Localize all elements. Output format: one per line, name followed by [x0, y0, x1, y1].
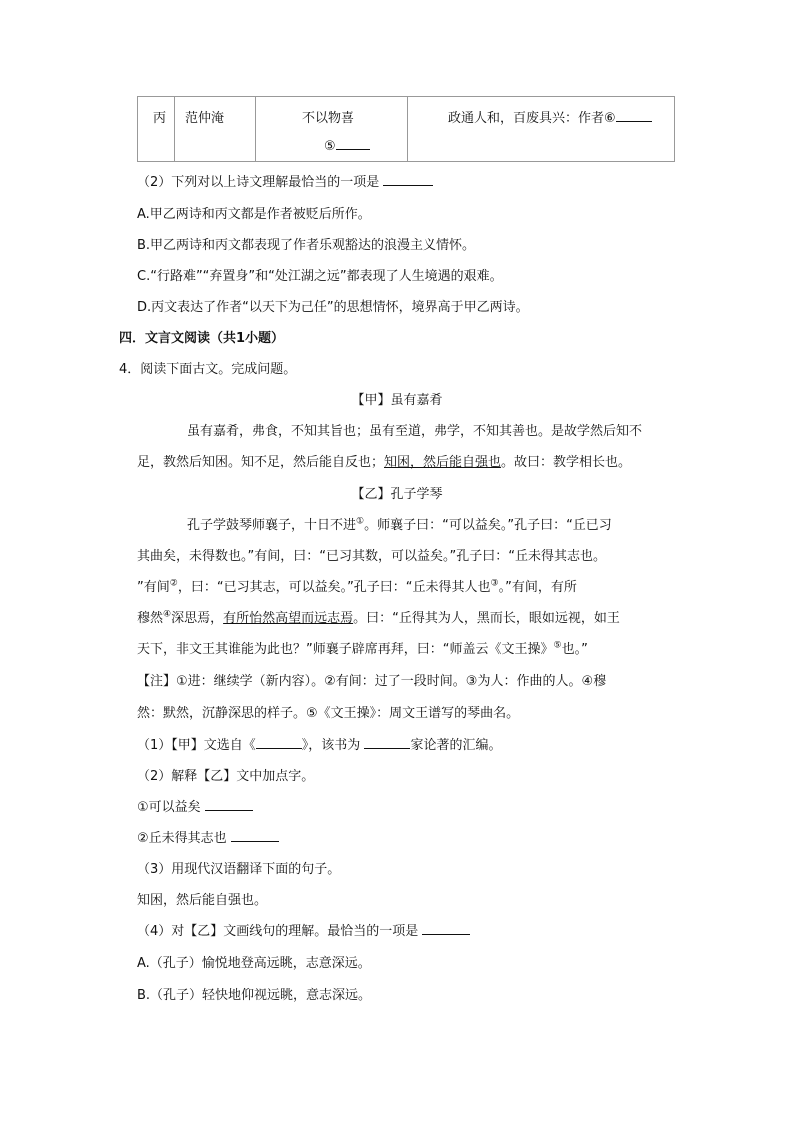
table-row — [138, 97, 675, 162]
sub-q1-text: 》，该书为 — [301, 738, 361, 753]
q2-stem — [137, 171, 433, 190]
passage-b-text: 。曰：“丘得其为人，黑而长，眼如远视，如王 — [353, 611, 620, 626]
passage-a-line1: 虽有嘉肴，弗食，不知其旨也；虽有至道，弗学，不知其善也。是故学然后知不 — [187, 424, 643, 439]
passage-a-text-end: 。故曰：教学相长也。 — [501, 455, 632, 470]
passage-a-line2 — [137, 451, 631, 470]
blank-5-number: ⑤ — [324, 139, 336, 154]
sub-q4-text: （4）对【乙】文画线句的理解。最恰当的一项是 — [137, 924, 419, 939]
sub-q1 — [137, 734, 501, 753]
sub-q3-sentence: 知困，然后能自强也。 — [137, 893, 268, 908]
passage-a-underlined-sentence: 知困，然后能自强也 — [384, 455, 502, 470]
sub-q2: （2）解释【乙】文中加点字。 — [137, 769, 315, 784]
sub-q4 — [137, 920, 470, 939]
passage-b-text: ，曰：“已习其志，可以益矣。”孔子曰：“丘未得其人也 — [177, 580, 491, 595]
footnote-marker: ③ — [490, 578, 499, 589]
passage-b-text: 天下，非文王其谁能为此也？”师襄子辟席再拜，曰：“师盖云《文王操》 — [137, 642, 554, 657]
book-name-blank[interactable] — [256, 736, 302, 749]
q2-option-b: B.甲乙两诗和丙文都表现了作者乐观豁达的浪漫主义情怀。 — [137, 238, 476, 253]
blank-5-line — [336, 137, 370, 150]
sub-q2-item2 — [137, 827, 279, 846]
text-cell-label: 政通人和，百废具兴：作者⑥ — [448, 111, 616, 126]
passage-b-line2: 其曲矣，未得数也。”有间，曰：“已习其数，可以益矣。”孔子曰：“丘未得其志也。 — [137, 549, 606, 564]
sub-q1-text: （1）【甲】文选自《 — [137, 738, 256, 753]
passage-b-text: 穆然 — [137, 611, 164, 626]
phrase-cell: 不以物喜 — [302, 111, 355, 126]
note-line1: 【注】①进：继续学（新内容）。②有间：过了一段时间。③为人：作曲的人。④穆 — [137, 674, 607, 689]
sub-q4-blank[interactable] — [422, 922, 470, 935]
passage-b-text: 也。” — [561, 642, 588, 657]
passage-b-text: 。”有间，有所 — [498, 580, 577, 595]
footnote-marker: ④ — [163, 609, 172, 620]
footnote-marker: ② — [169, 578, 178, 589]
passage-b-line3 — [137, 576, 577, 595]
passage-b-underlined-sentence: 有所怡然高望而远志焉 — [223, 611, 354, 626]
section-heading: 四．文言文阅读（共1小题） — [119, 331, 285, 346]
passage-a-text: 足，教然后知困。知不足，然后能自反也； — [137, 455, 385, 470]
passage-b-line4 — [137, 607, 620, 626]
blank-6-line[interactable] — [616, 109, 652, 122]
passage-b-text: 。师襄子曰：“可以益矣。”孔子曰：“丘已习 — [364, 518, 612, 533]
footnote-marker: ① — [356, 516, 365, 527]
author-cell: 范仲淹 — [185, 111, 225, 126]
q2-option-c: C.“行路难”“弃置身”和“处江湖之远”都表现了人生境遇的艰难。 — [137, 269, 503, 284]
sub-q2-item1-blank[interactable] — [205, 798, 253, 811]
passage-a-title: 【甲】虽有嘉肴 — [351, 393, 443, 408]
passage-b-line1 — [187, 514, 612, 533]
passage-b-text: ”有间 — [137, 580, 170, 595]
row-label: 丙 — [153, 111, 167, 126]
sub-q4-option-a: A.（孔子）愉悦地登高远眺，志意深远。 — [137, 956, 371, 971]
note-line2: 然：默然，沉静深思的样子。⑤《文王操》：周文王谱写的琴曲名。 — [137, 706, 520, 721]
passage-b-title: 【乙】孔子学琴 — [351, 487, 443, 502]
sub-q1-text: 家论著的汇编。 — [410, 738, 502, 753]
text-cell — [448, 107, 652, 126]
passage-b-line5 — [137, 638, 588, 657]
passage-b-text: 孔子学鼓琴师襄子，十日不进 — [187, 518, 357, 533]
blank-5[interactable] — [324, 137, 370, 154]
sub-q2-item1-text: ①可以益矣 — [137, 800, 201, 815]
sub-q2-item1 — [137, 796, 253, 815]
sub-q4-option-b: B.（孔子）轻快地仰视远眺，意志深远。 — [137, 988, 372, 1003]
q2-answer-blank[interactable] — [383, 173, 433, 186]
sub-q2-item2-blank[interactable] — [231, 829, 279, 842]
q2-stem-text: （2）下列对以上诗文理解最恰当的一项是 — [137, 175, 380, 190]
school-blank[interactable] — [364, 736, 410, 749]
sub-q2-item2-text: ②丘未得其志也 — [137, 831, 227, 846]
q4-stem: 4．阅读下面古文。完成问题。 — [119, 362, 297, 377]
footnote-marker: ⑤ — [553, 640, 562, 651]
q2-option-d: D.丙文表达了作者“以天下为己任”的思想情怀，境界高于甲乙两诗。 — [137, 300, 529, 315]
q2-option-a: A.甲乙两诗和丙文都是作者被贬后所作。 — [137, 207, 371, 222]
passage-b-text: 深思焉， — [171, 611, 224, 626]
poem-comparison-table — [137, 96, 675, 162]
sub-q3: （3）用现代汉语翻译下面的句子。 — [137, 862, 341, 877]
